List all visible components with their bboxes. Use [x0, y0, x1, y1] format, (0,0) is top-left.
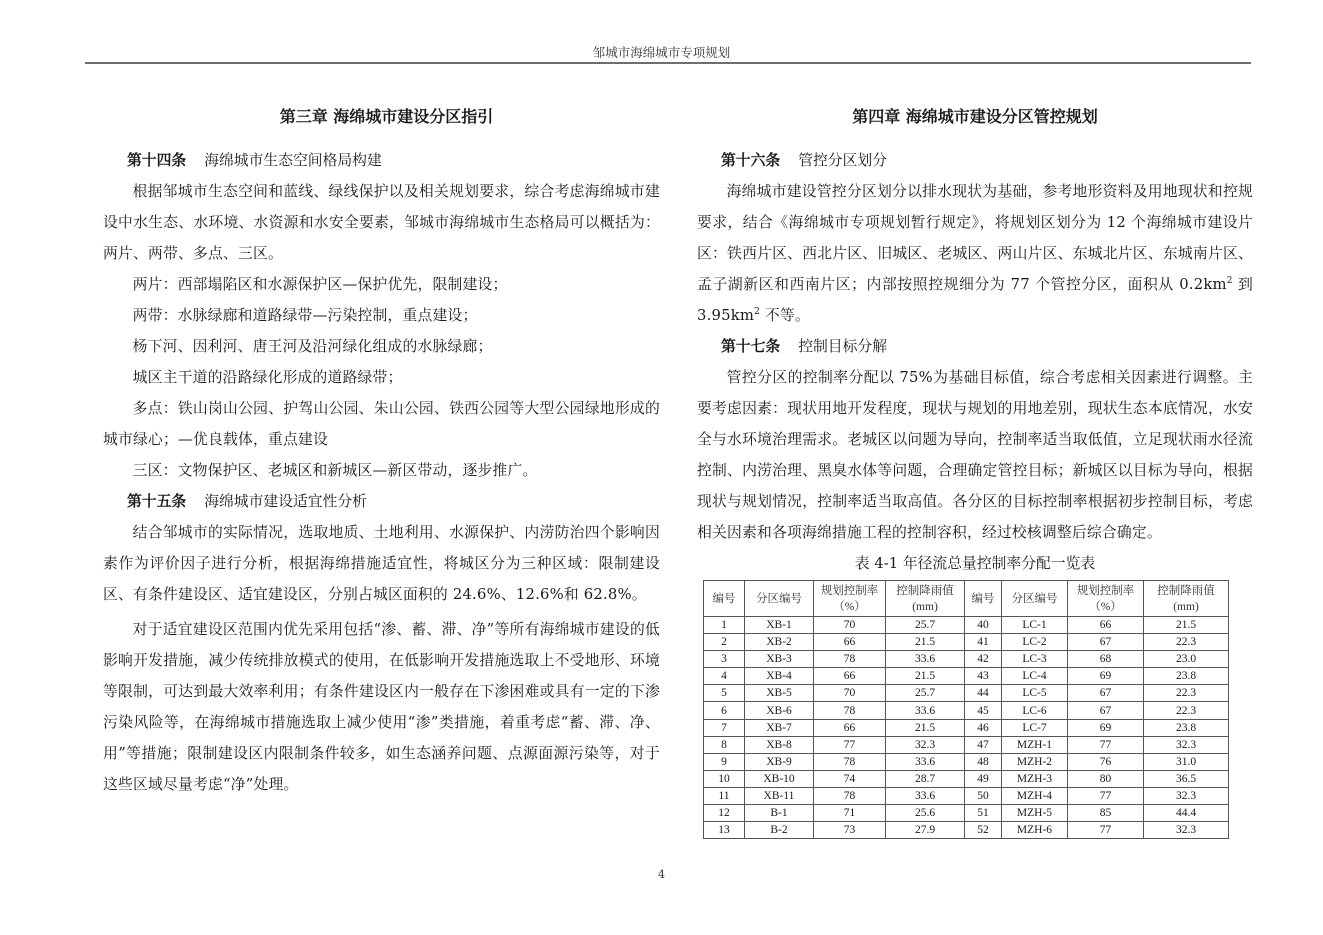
row-rainfall: 28.7: [886, 770, 965, 787]
table-row: [704, 617, 1229, 634]
row-no: 12: [704, 805, 745, 822]
row-no: 13: [704, 822, 745, 839]
row-no: 4: [704, 668, 745, 685]
row-rainfall: 21.5: [886, 668, 965, 685]
row-zone: XB-6: [745, 702, 814, 719]
paragraph: 城区主干道的沿路绿化形成的道路绿带；: [132, 369, 403, 386]
row-zone: MZH-1: [1002, 736, 1068, 753]
row-zone: LC-5: [1002, 685, 1068, 702]
table-header-row: [704, 581, 1229, 617]
row-rate: 74: [814, 770, 886, 787]
article-15-heading: [103, 486, 660, 517]
table-row: [704, 822, 1229, 839]
row-rate: 73: [814, 822, 886, 839]
row-zone: XB-7: [745, 719, 814, 736]
row-rate: 76: [1068, 753, 1144, 770]
article-14-heading: [103, 145, 660, 176]
table-row: [704, 787, 1229, 804]
row-rate: 85: [1068, 805, 1144, 822]
row-rainfall: 32.3: [1144, 787, 1229, 804]
row-rainfall: 32.3: [1144, 822, 1229, 839]
row-rainfall: 21.5: [1144, 617, 1229, 634]
row-rainfall: 32.3: [1144, 736, 1229, 753]
row-zone: MZH-2: [1002, 753, 1068, 770]
row-no: 2: [704, 634, 745, 651]
row-rate: 69: [1068, 668, 1144, 685]
row-no: 51: [965, 805, 1002, 822]
row-no: 5: [704, 685, 745, 702]
table-row: [704, 685, 1229, 702]
paragraph: 根据邹城市生态空间和蓝线、绿线保护以及相关规划要求，综合考虑海绵城市建设中水生态、水环境、水资源和水安全要素，邹城市海绵城市生态格局可以概括为：两片、两带、多点、三区。: [103, 183, 660, 262]
row-zone: MZH-6: [1002, 822, 1068, 839]
header-rainfall: 控制降雨值 (mm): [886, 581, 965, 617]
row-no: 8: [704, 736, 745, 753]
row-no: 3: [704, 651, 745, 668]
header-rainfall: 控制降雨值 (mm): [1144, 581, 1229, 617]
row-rate: 77: [814, 736, 886, 753]
row-no: 11: [704, 787, 745, 804]
row-rate: 66: [1068, 617, 1144, 634]
article-title: 控制目标分解: [798, 338, 887, 355]
row-zone: MZH-5: [1002, 805, 1068, 822]
row-zone: XB-10: [745, 770, 814, 787]
row-rate: 78: [814, 787, 886, 804]
row-zone: MZH-3: [1002, 770, 1068, 787]
row-zone: LC-6: [1002, 702, 1068, 719]
row-no: 44: [965, 685, 1002, 702]
row-rate: 77: [1068, 787, 1144, 804]
row-rainfall: 22.3: [1144, 702, 1229, 719]
row-rate: 67: [1068, 634, 1144, 651]
paragraph: 结合邹城市的实际情况，选取地质、土地利用、水源保护、内涝防治四个影响因素作为评价因子进行分析，根据海绵措施适宜性，将城区分为三种区域：限制建设区、有条件建设区、适宜建设区，分别占城区面积的 24.6%、12.6%和 62.8%。: [103, 524, 660, 603]
row-rate: 78: [814, 753, 886, 770]
row-rainfall: 33.6: [886, 753, 965, 770]
paragraph: 对于适宜建设区范围内优先采用包括“渗、蓄、滞、净”等所有海绵城市建设的低影响开发措施，减少传统排放模式的使用，在低影响开发措施选取上不受地形、环境等限制，可达到最大效率利用；有条件建设区内一般存在下渗困难或具有一定的下渗污染风险等，在海绵城市措施选取上减少使用“渗”类措施，着重考虑“蓄、滞、净、用”等措施；限制建设区内限制条件较多，如生态涵养问题、点源面源污染等，对于这些区域尽量考虑“净”处理。: [103, 621, 660, 793]
row-rate: 67: [1068, 685, 1144, 702]
header-no: 编号: [965, 581, 1002, 617]
row-no: 10: [704, 770, 745, 787]
row-no: 52: [965, 822, 1002, 839]
row-zone: XB-9: [745, 753, 814, 770]
row-rate: 77: [1068, 736, 1144, 753]
row-rainfall: 31.0: [1144, 753, 1229, 770]
paragraph: 两片：西部塌陷区和水源保护区—保护优先，限制建设；: [132, 276, 508, 293]
row-zone: LC-3: [1002, 651, 1068, 668]
row-rate: 67: [1068, 702, 1144, 719]
article-number: 第十四条: [127, 152, 187, 169]
article-title: 海绵城市建设适宜性分析: [204, 493, 367, 510]
row-rainfall: 25.7: [886, 617, 965, 634]
row-rainfall: 23.8: [1144, 668, 1229, 685]
row-zone: B-2: [745, 822, 814, 839]
row-no: 9: [704, 753, 745, 770]
row-rate: 70: [814, 685, 886, 702]
row-rainfall: 44.4: [1144, 805, 1229, 822]
paragraph: 管控分区的控制率分配以 75%为基础目标值，综合考虑相关因素进行调整。主要考虑因素：现状用地开发程度，现状与规划的用地差别，现状生态本底情况，水安全与水环境治理需求。老城区以问题为导向，控制率适当取低值，立足现状雨水径流控制、内涝治理、黑臭水体等问题，合理确定管控目标；新城区以目标为导向，根据现状与规划情况，控制率适当取高值。各分区的目标控制率根据初步控制目标，考虑相关因素和各项海绵措施工程的控制容积，经过校核调整后综合确定。: [697, 369, 1253, 541]
row-zone: LC-1: [1002, 617, 1068, 634]
row-no: 41: [965, 634, 1002, 651]
row-rainfall: 27.9: [886, 822, 965, 839]
row-rainfall: 33.6: [886, 702, 965, 719]
paragraph-text: 不等。: [760, 307, 810, 324]
row-zone: XB-8: [745, 736, 814, 753]
paragraph: 三区：文物保护区、老城区和新城区—新区带动，逐步推广。: [132, 462, 538, 479]
running-header: 邹城市海绵城市专项规划: [592, 45, 731, 60]
row-no: 50: [965, 787, 1002, 804]
header-rate: 规划控制率 （%）: [1068, 581, 1144, 617]
row-rate: 78: [814, 702, 886, 719]
article-title: 海绵城市生态空间格局构建: [204, 152, 382, 169]
row-no: 46: [965, 719, 1002, 736]
row-no: 45: [965, 702, 1002, 719]
table-row: [704, 805, 1229, 822]
row-zone: XB-1: [745, 617, 814, 634]
header-rule: [85, 62, 1251, 64]
superscript: 2: [754, 307, 761, 318]
row-rate: 69: [1068, 719, 1144, 736]
row-rainfall: 25.7: [886, 685, 965, 702]
superscript: 2: [1226, 276, 1233, 287]
chapter-4-title: 第四章 海绵城市建设分区管控规划: [852, 107, 1098, 126]
article-title: 管控分区划分: [798, 152, 887, 169]
row-rate: 66: [814, 668, 886, 685]
table-row: [704, 634, 1229, 651]
table-row: [704, 753, 1229, 770]
page-number: 4: [658, 868, 665, 881]
row-rainfall: 33.6: [886, 787, 965, 804]
row-rate: 80: [1068, 770, 1144, 787]
row-rainfall: 23.0: [1144, 651, 1229, 668]
row-rainfall: 22.3: [1144, 685, 1229, 702]
article-17-heading: [697, 331, 1253, 362]
row-no: 43: [965, 668, 1002, 685]
row-zone: XB-2: [745, 634, 814, 651]
row-rate: 66: [814, 634, 886, 651]
row-rate: 77: [1068, 822, 1144, 839]
row-rate: 70: [814, 617, 886, 634]
row-rainfall: 23.8: [1144, 719, 1229, 736]
paragraph: 多点：铁山岗山公园、护驾山公园、朱山公园、铁西公园等大型公园绿地形成的城市绿心；—优良载体，重点建设: [103, 400, 660, 448]
row-no: 40: [965, 617, 1002, 634]
row-zone: XB-4: [745, 668, 814, 685]
row-zone: XB-5: [745, 685, 814, 702]
row-zone: MZH-4: [1002, 787, 1068, 804]
row-no: 1: [704, 617, 745, 634]
row-no: 48: [965, 753, 1002, 770]
runoff-control-rate-table: [703, 580, 1229, 839]
table-row: [704, 702, 1229, 719]
table-row: [704, 719, 1229, 736]
row-rate: 71: [814, 805, 886, 822]
paragraph-text: 海绵城市建设管控分区划分以排水现状为基础，参考地形资料及用地现状和控规要求，结合《海绵城市专项规划暂行规定》，将规划区划分为 12 个海绵城市建设片区：铁西片区、西北片区、旧城区、老城区、两山片区、东城北片区、东城南片区、孟子湖新区和西南片区；内部按照控规细分为 77 个管控分区，面积从 0.2km: [697, 183, 1253, 293]
paragraph: 两带：水脉绿廊和道路绿带—污染控制，重点建设；: [132, 307, 478, 324]
header-zone: 分区编号: [745, 581, 814, 617]
row-rate: 66: [814, 719, 886, 736]
article-16-heading: [697, 145, 1253, 176]
row-rainfall: 21.5: [886, 719, 965, 736]
article-number: 第十五条: [127, 493, 187, 510]
row-rate: 78: [814, 651, 886, 668]
row-zone: XB-3: [745, 651, 814, 668]
row-rainfall: 21.5: [886, 634, 965, 651]
row-no: 49: [965, 770, 1002, 787]
row-zone: LC-4: [1002, 668, 1068, 685]
row-no: 42: [965, 651, 1002, 668]
paragraph: [697, 176, 1253, 331]
row-rainfall: 25.6: [886, 805, 965, 822]
row-rainfall: 33.6: [886, 651, 965, 668]
left-column: [103, 100, 660, 800]
row-zone: LC-2: [1002, 634, 1068, 651]
chapter-3-title: 第三章 海绵城市建设分区指引: [279, 107, 494, 126]
row-zone: LC-7: [1002, 719, 1068, 736]
article-number: 第十七条: [721, 338, 781, 355]
row-zone: B-1: [745, 805, 814, 822]
row-zone: XB-11: [745, 787, 814, 804]
table-row: [704, 770, 1229, 787]
paragraph-text: 到 3.95km: [697, 276, 1253, 324]
row-no: 6: [704, 702, 745, 719]
table-row: [704, 736, 1229, 753]
row-rainfall: 32.3: [886, 736, 965, 753]
table-row: [704, 651, 1229, 668]
row-no: 47: [965, 736, 1002, 753]
header-rate: 规划控制率 （%）: [814, 581, 886, 617]
right-column: [697, 100, 1253, 578]
table-row: [704, 668, 1229, 685]
table-caption: 表 4-1 年径流总量控制率分配一览表: [854, 555, 1096, 572]
row-rainfall: 22.3: [1144, 634, 1229, 651]
header-no: 编号: [704, 581, 745, 617]
header-zone: 分区编号: [1002, 581, 1068, 617]
row-no: 7: [704, 719, 745, 736]
paragraph: 杨下河、因利河、唐王河及沿河绿化组成的水脉绿廊；: [132, 338, 493, 355]
article-number: 第十六条: [721, 152, 781, 169]
row-rainfall: 36.5: [1144, 770, 1229, 787]
row-rate: 68: [1068, 651, 1144, 668]
